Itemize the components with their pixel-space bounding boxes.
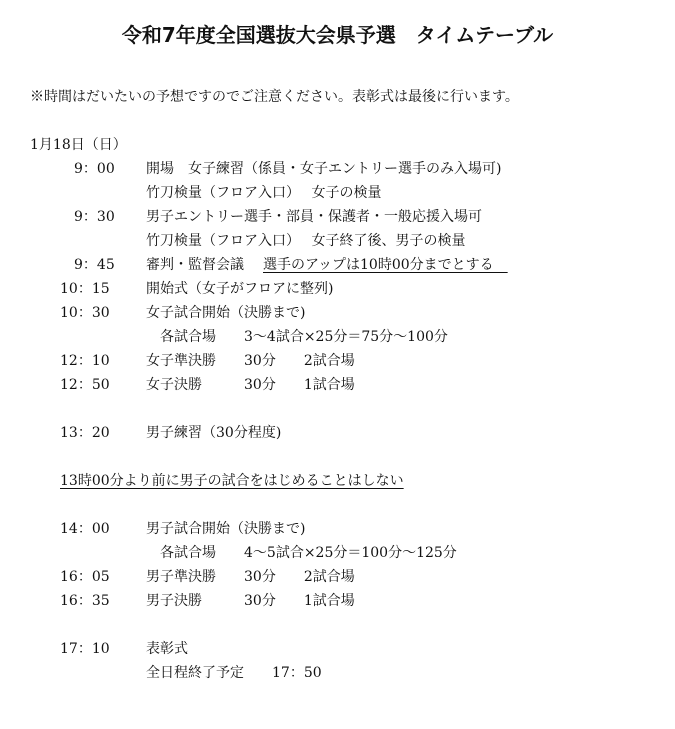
schedule-time: 13：20 [60, 425, 110, 441]
schedule-text: 女子試合開始（決勝まで) [146, 305, 306, 321]
document-title: 令和7年度全国選抜大会県予選 タイムテーブル [121, 23, 554, 47]
schedule-time: 9：00 [74, 161, 115, 177]
schedule-time: 12：50 [60, 377, 110, 393]
schedule-time: 16：05 [60, 569, 110, 585]
men-match-start-rule: 13時00分より前に男子の試合をはじめることはしない [60, 473, 404, 489]
schedule-time: 17：10 [60, 641, 110, 657]
schedule-text: 女子決勝 30分 1試合場 [146, 377, 355, 393]
schedule-text: 男子練習（30分程度) [146, 425, 282, 441]
schedule-text: 男子試合開始（決勝まで) [146, 521, 306, 537]
notice-text: ※時間はだいたいの予想ですのでご注意ください。表彰式は最後に行います。 [30, 89, 519, 105]
schedule-text: 竹刀検量（フロア入口） 女子の検量 [146, 185, 382, 201]
warmup-deadline-note: 選手のアップは10時00分までとする [263, 257, 508, 273]
schedule-text: 審判・監督会議 [146, 257, 244, 273]
schedule-text: 男子準決勝 30分 2試合場 [146, 569, 355, 585]
schedule-time: 12：10 [60, 353, 110, 369]
schedule-text: 全日程終了予定 17：50 [146, 665, 322, 681]
schedule-text: 各試合場 3～4試合×25分＝75分～100分 [160, 329, 448, 345]
event-date: 1月18日（日） [30, 137, 127, 153]
schedule-text: 女子準決勝 30分 2試合場 [146, 353, 355, 369]
schedule-text: 各試合場 4～5試合×25分＝100分～125分 [160, 545, 457, 561]
schedule-time: 14：00 [60, 521, 110, 537]
schedule-time: 10：15 [60, 281, 110, 297]
schedule-time: 16：35 [60, 593, 110, 609]
schedule-text: 開場 女子練習（係員・女子エントリー選手のみ入場可) [146, 161, 502, 177]
schedule-time: 10：30 [60, 305, 110, 321]
schedule-time: 9：30 [74, 209, 115, 225]
schedule-text: 男子エントリー選手・部員・保護者・一般応援入場可 [146, 209, 482, 225]
schedule-text: 男子決勝 30分 1試合場 [146, 593, 355, 609]
schedule-text: 表彰式 [146, 641, 188, 657]
schedule-time: 9：45 [74, 257, 115, 273]
schedule-text: 竹刀検量（フロア入口） 女子終了後、男子の検量 [146, 233, 466, 249]
schedule-text: 開始式（女子がフロアに整列) [146, 281, 334, 297]
